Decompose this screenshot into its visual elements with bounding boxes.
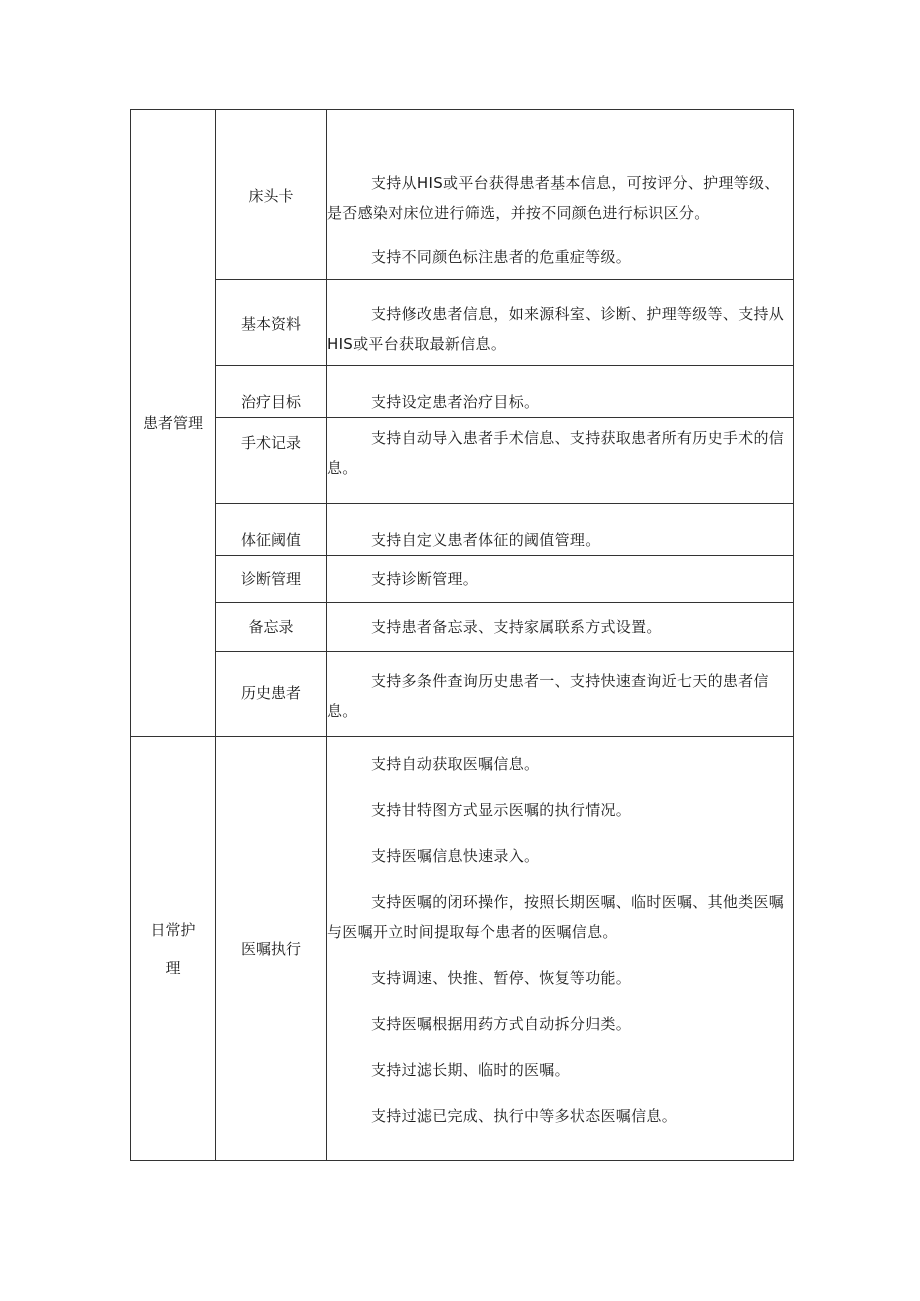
description-line: 支持调速、快推、暂停、恢复等功能。 (371, 969, 632, 987)
category-label: 患者管理 (142, 414, 203, 432)
description-line: 支持设定患者治疗目标。 (371, 393, 540, 411)
table-row (131, 737, 794, 1161)
description-line: 支持过滤长期、临时的医嘱。 (371, 1061, 570, 1079)
feature-cell (216, 556, 327, 603)
feature-label: 床头卡 (248, 187, 294, 205)
feature-label: 治疗目标 (240, 393, 301, 411)
feature-cell (216, 418, 327, 504)
description-line: 支持从HIS或平台获得患者基本信息，可按评分、护理等级、是否感染对床位进行筛选，并按不同颜色进行标识区分。 (327, 174, 780, 222)
description-line: 支持多条件查询历史患者一、支持快速查询近七天的患者信息。 (327, 672, 769, 720)
description-line: 支持甘特图方式显示医嘱的执行情况。 (371, 801, 632, 819)
description-line: 支持不同颜色标注患者的危重症等级。 (371, 248, 632, 266)
category-cell (131, 737, 216, 1161)
table-row (131, 366, 794, 418)
description-cell (327, 603, 794, 652)
description-cell (327, 110, 794, 280)
description-cell (327, 418, 794, 504)
description-cell (327, 280, 794, 366)
feature-cell (216, 110, 327, 280)
category-cell (131, 110, 216, 737)
description-line: 支持自动获取医嘱信息。 (371, 755, 540, 773)
description-cell (327, 737, 794, 1161)
feature-label: 诊断管理 (240, 570, 301, 588)
feature-label: 手术记录 (240, 434, 301, 452)
description-line: 支持医嘱的闭环操作，按照长期医嘱、临时医嘱、其他类医嘱与医嘱开立时间提取每个患者的医嘱信息。 (327, 893, 785, 941)
table-row (131, 652, 794, 737)
feature-cell (216, 603, 327, 652)
description-line: 支持自定义患者体征的阈值管理。 (371, 531, 601, 549)
description-line: 支持医嘱根据用药方式自动拆分归类。 (371, 1015, 632, 1033)
description-cell (327, 556, 794, 603)
feature-cell (216, 366, 327, 418)
description-line: 支持过滤已完成、执行中等多状态医嘱信息。 (371, 1107, 678, 1125)
table-row (131, 556, 794, 603)
feature-label: 基本资料 (240, 315, 301, 333)
feature-cell (216, 737, 327, 1161)
description-cell (327, 504, 794, 556)
description-line: 支持自动导入患者手术信息、支持获取患者所有历史手术的信息。 (327, 429, 785, 477)
feature-label: 医嘱执行 (240, 939, 301, 958)
category-label-line: 理 (165, 958, 181, 977)
feature-label: 备忘录 (248, 618, 294, 636)
feature-cell (216, 504, 327, 556)
feature-spec-table (130, 109, 794, 1161)
table-row (131, 110, 794, 280)
description-line: 支持诊断管理。 (371, 570, 479, 588)
table-row (131, 280, 794, 366)
description-cell (327, 652, 794, 737)
feature-cell (216, 280, 327, 366)
feature-cell (216, 652, 327, 737)
table-row (131, 504, 794, 556)
feature-label: 体征阈值 (240, 531, 301, 549)
feature-label: 历史患者 (240, 684, 301, 702)
category-label-line: 日常护 (150, 920, 196, 939)
description-cell (327, 366, 794, 418)
table-row (131, 418, 794, 504)
description-line: 支持医嘱信息快速录入。 (371, 847, 540, 865)
description-line: 支持患者备忘录、支持家属联系方式设置。 (371, 618, 662, 636)
description-line: 支持修改患者信息，如来源科室、诊断、护理等级等、支持从HIS或平台获取最新信息。 (327, 305, 785, 353)
table-row (131, 603, 794, 652)
